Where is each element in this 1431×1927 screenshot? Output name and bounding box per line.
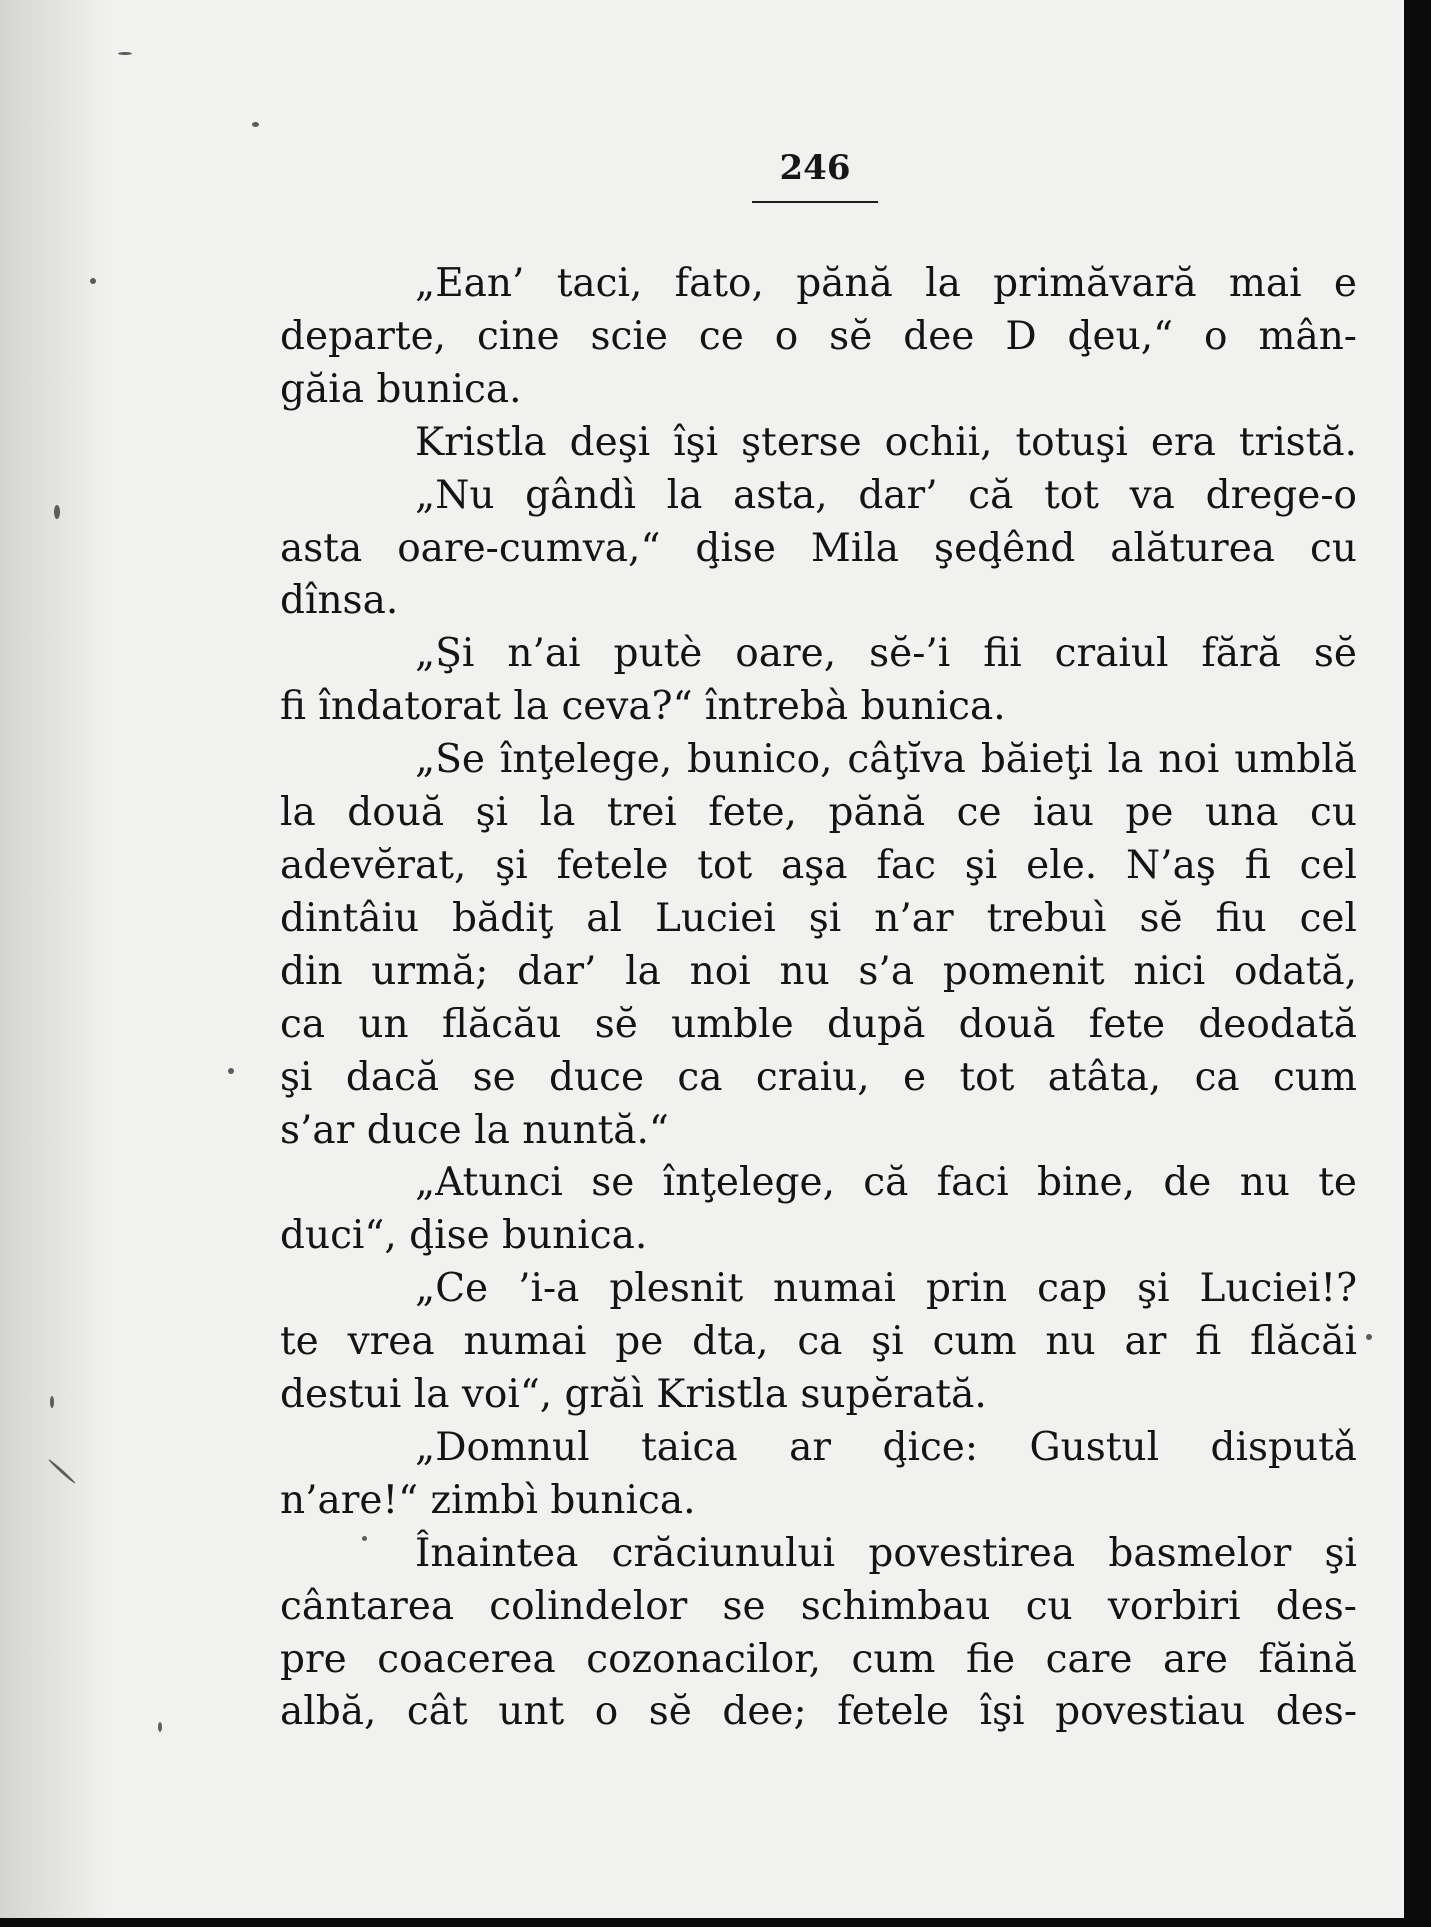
paragraph — [280, 417, 1357, 470]
paragraph — [280, 1263, 1357, 1422]
scan-speck — [118, 52, 132, 55]
text-line: destui la voi“, grăì Kristla supĕrată. — [280, 1372, 987, 1418]
page-number: 246 — [779, 148, 851, 188]
paragraph — [280, 1528, 1357, 1740]
text-line: dintâiu bădiţ al Luciei şi n’ar trebuì sĕ fiu cel — [280, 895, 1357, 941]
text-line: n’are!“ zimbì bunica. — [280, 1477, 696, 1523]
paragraph — [280, 628, 1357, 734]
text-line: ca un flăcău sĕ umble după două fete deodată — [280, 1001, 1357, 1047]
page-edge-shading — [0, 0, 110, 1918]
text-line: cântarea colindelor se schimbau cu vorbiri des- — [280, 1583, 1357, 1629]
page-number-rule — [752, 201, 878, 203]
scan-speck — [362, 1536, 367, 1541]
text-line: asta oare-cumva,“ ḑise Mila şeḑênd alăturea cu — [280, 525, 1357, 571]
scan-speck — [1366, 1334, 1372, 1340]
text-line: „Ean’ taci, fato, pănă la primăvară mai e — [415, 261, 1357, 306]
scan-border-bottom — [0, 1918, 1431, 1927]
paragraph — [280, 1422, 1357, 1528]
text-line: şi dacă se duce ca craiu, e tot atâta, ca cum — [280, 1054, 1357, 1100]
text-line: „Şi n’ai putè oare, sĕ-’i fii craiul fără sĕ — [415, 631, 1357, 677]
text-line: dînsa. — [280, 578, 399, 624]
text-line: „Nu gândì la asta, dar’ că tot va drege-o — [415, 472, 1357, 518]
text-line: departe, cine scie ce o sĕ dee D ḑeu,“ o mân- — [280, 313, 1357, 359]
text-line: albă, cât unt o sĕ dee; fetele îşi povestiau des- — [280, 1689, 1357, 1735]
text-line: găia bunica. — [280, 366, 522, 412]
text-line: „Se înţelege, bunico, câţĭva băieţi la noi umblă — [415, 737, 1357, 783]
paragraph — [280, 470, 1357, 629]
text-line: fi îndatorat la ceva?“ întrebà bunica. — [280, 684, 1006, 730]
scan-speck — [90, 278, 96, 284]
text-line: pre coacerea cozonacilor, cum fie care are făină — [280, 1636, 1357, 1682]
text-line: duci“, ḑise bunica. — [280, 1213, 648, 1259]
text-line: Înaintea crăciunului povestirea basmelor şi — [415, 1530, 1357, 1576]
scan-speck — [252, 122, 259, 127]
text-line: „Atunci se înţelege, că faci bine, de nu te — [415, 1160, 1357, 1206]
text-line: din urmă; dar’ la noi nu s’a pomenit nici odată, — [280, 948, 1357, 994]
scan-speck — [54, 505, 60, 519]
text-line: s’ar duce la nuntă.“ — [280, 1107, 669, 1153]
paragraph — [280, 258, 1357, 417]
paragraph — [280, 1157, 1357, 1263]
text-line: „Ce ’i-a plesnit numai prin cap şi Luciei!? — [415, 1266, 1357, 1312]
text-line: „Domnul taica ar ḑice: Gustul disputǎ — [415, 1424, 1357, 1470]
paragraph — [280, 734, 1357, 1157]
scan-speck — [228, 1068, 234, 1074]
text-line: Kristla deşi îşi şterse ochii, totuşi era tristă. — [415, 419, 1357, 465]
scan-border-right — [1404, 0, 1431, 1927]
scan-speck — [50, 1396, 54, 1408]
body-text — [280, 258, 1357, 1739]
scan-speck — [158, 1722, 162, 1732]
text-line: adevĕrat, şi fetele tot aşa fac şi ele. N’aş fi cel — [280, 842, 1357, 888]
text-line: la două şi la trei fete, pănă ce iau pe una cu — [280, 790, 1357, 836]
text-line: te vrea numai pe dta, ca şi cum nu ar fi flăcăi — [280, 1319, 1357, 1365]
